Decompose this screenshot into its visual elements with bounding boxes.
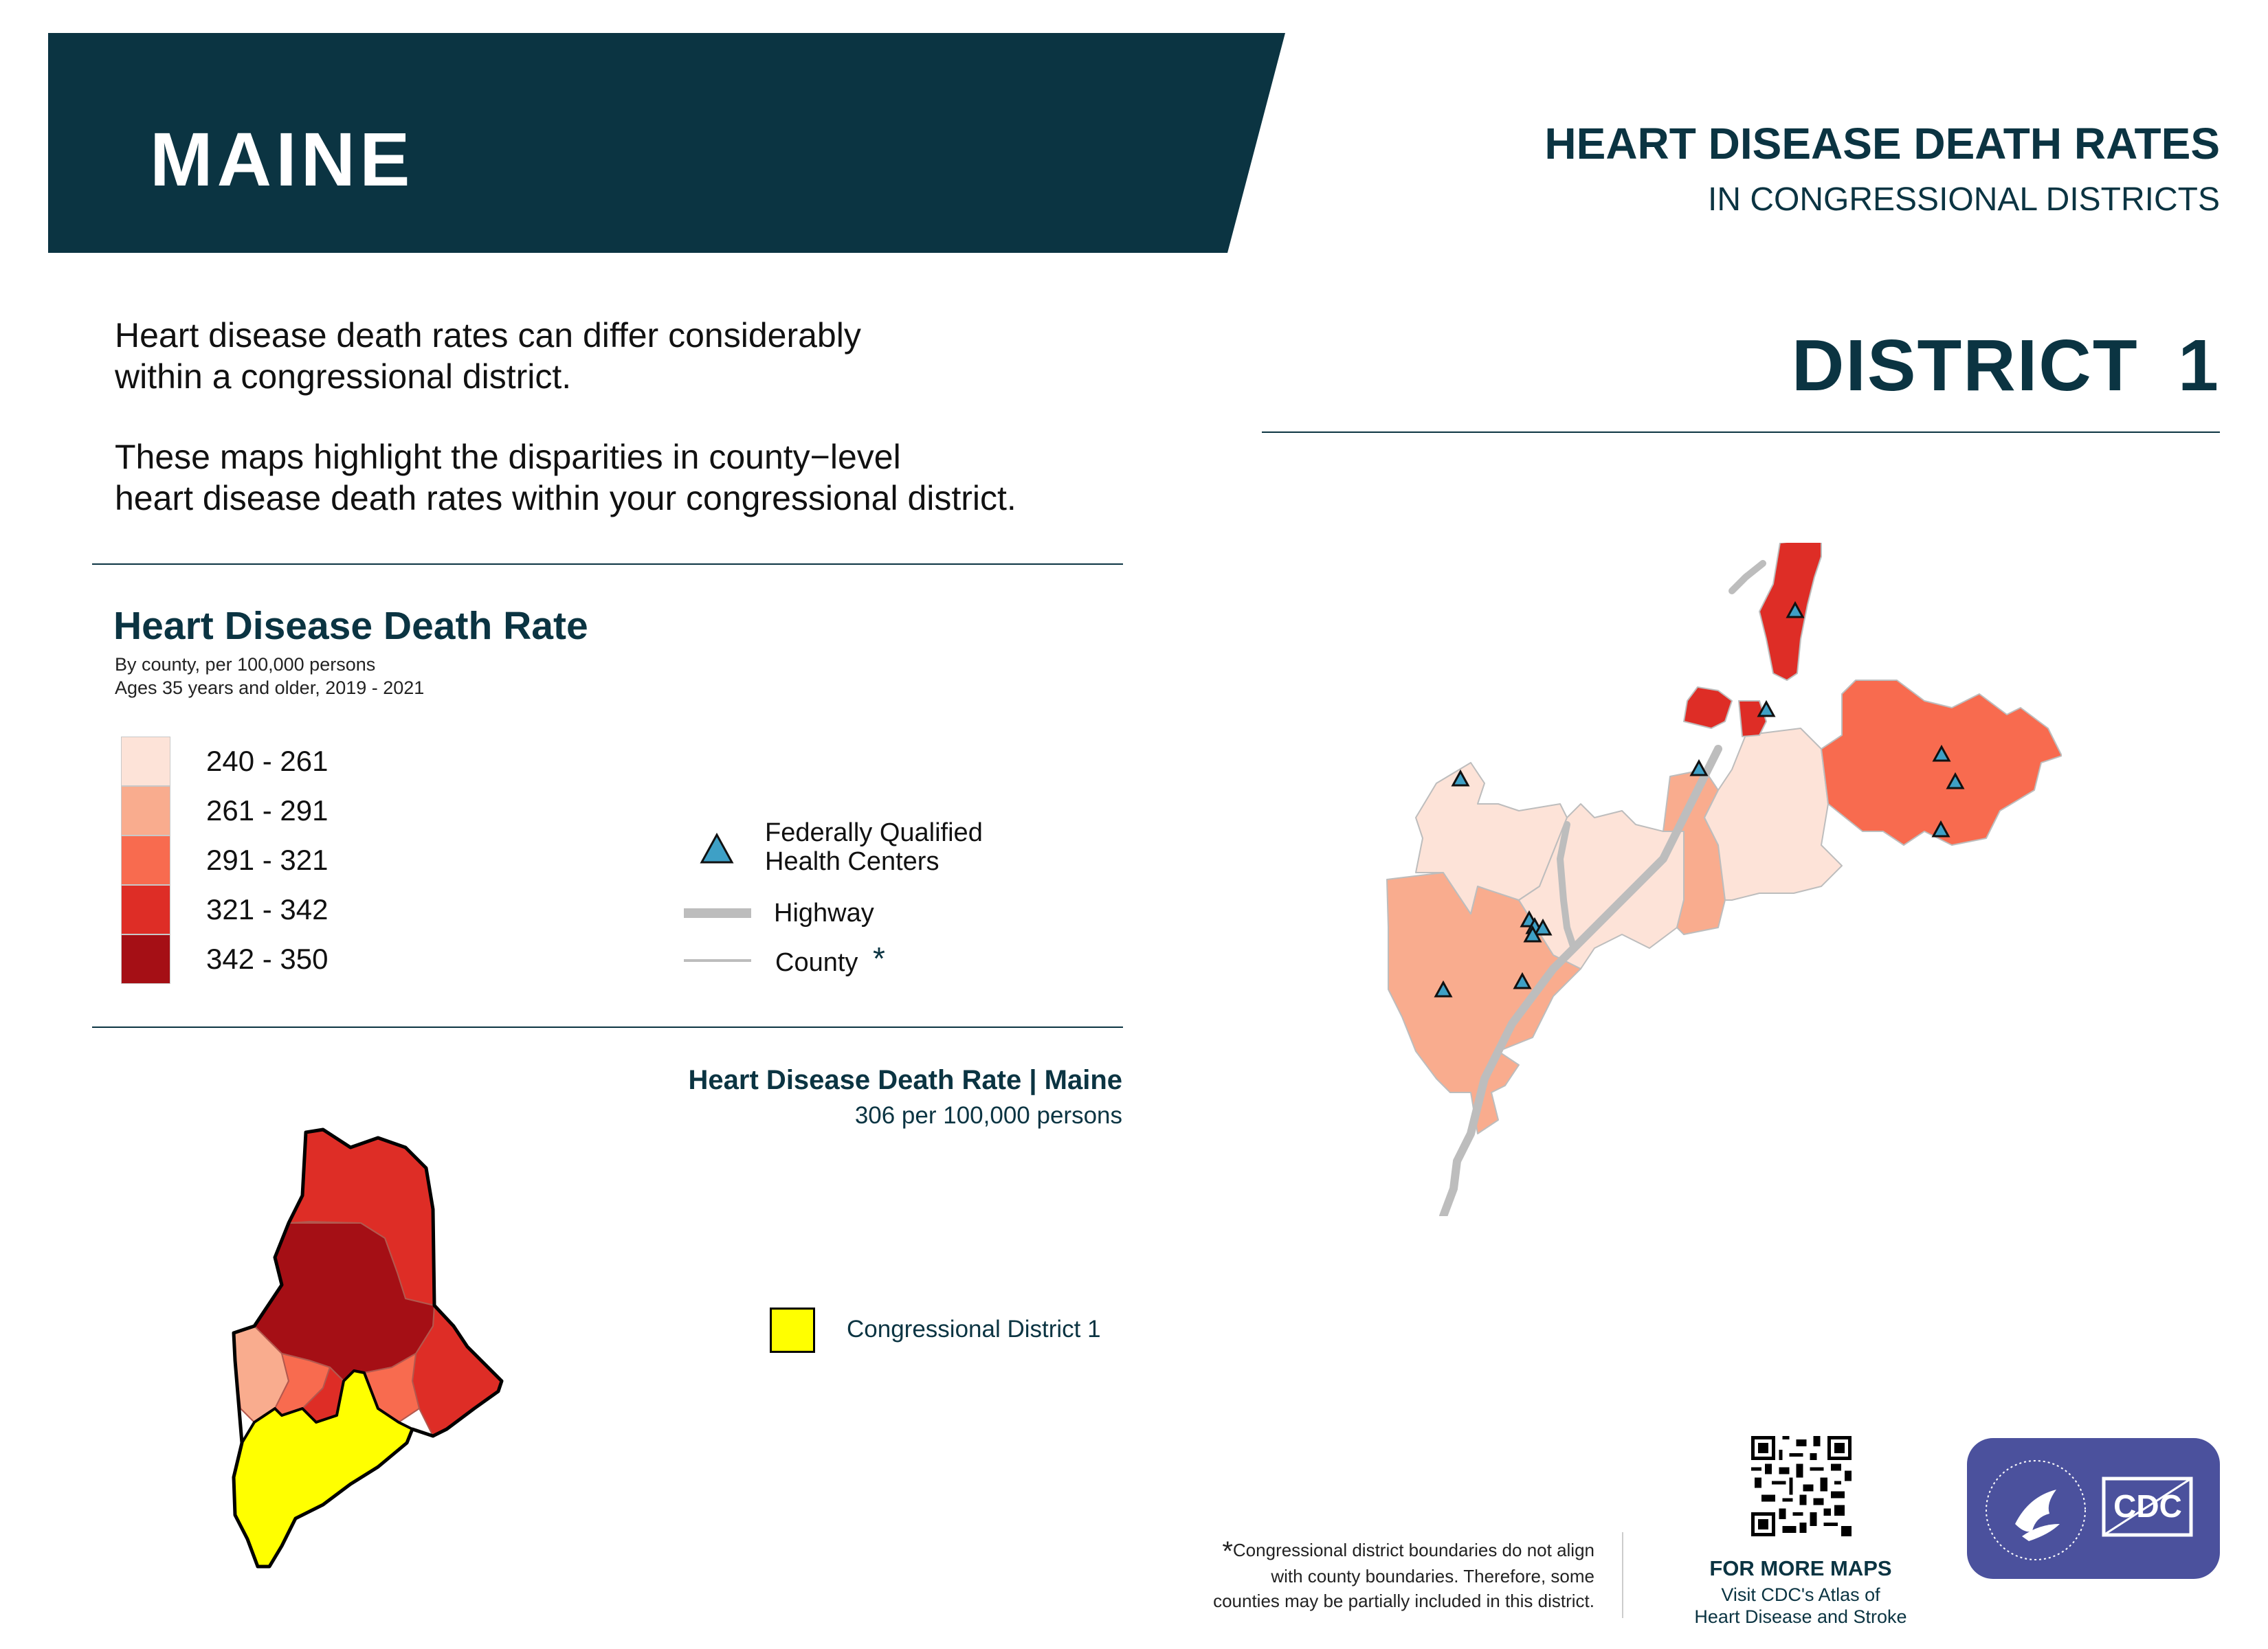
legend-bin-label-2: 261 - 291 [206,794,329,827]
legend-county-label: County [775,948,858,977]
legend-fqhc-label-1: Federally Qualified [765,818,983,847]
highway-line-icon [684,906,753,921]
state-name: MAINE [150,117,414,202]
fqhc-triangle-icon [700,833,734,864]
footnote [1141,1538,1594,1613]
legend-county-asterisk: * [873,941,885,976]
legend-bottom-divider [92,1027,1123,1028]
more-maps-line-1[interactable]: Visit CDC's Atlas of [1721,1584,1880,1605]
footer-divider [1622,1532,1623,1618]
cdc-text: CDC [2113,1488,2182,1524]
cdc-logo [1967,1438,2220,1579]
legend-swatch-2 [121,786,170,835]
legend-bin-label-1: 240 - 261 [206,745,329,777]
footnote-line-2: with county boundaries. Therefore, some [1271,1566,1594,1586]
legend-swatch-3 [121,835,170,885]
state-rate-title: Heart Disease Death Rate | Maine [688,1065,1122,1095]
legend-subtitle-2: Ages 35 years and older, 2019 - 2021 [115,677,425,698]
intro-line-2: within a congressional district. [115,357,572,396]
legend-title: Heart Disease Death Rate [113,604,588,648]
page-title: HEART DISEASE DEATH RATES [1544,119,2220,168]
cdc-wordmark-icon [2101,1476,2194,1538]
legend-swatch-1 [121,737,170,786]
legend-fqhc-label-2: Health Centers [765,847,940,876]
page-subtitle: IN CONGRESSIONAL DISTRICTS [1708,181,2220,218]
county-line-icon [684,956,753,965]
district-legend-label: Congressional District 1 [847,1316,1101,1343]
district-divider [1262,431,2220,433]
legend-subtitle-1: By county, per 100,000 persons [115,654,376,675]
intro-line-4: heart disease death rates within your congressional district. [115,479,1016,517]
footnote-line-3: counties may be partially included in this district. [1213,1591,1594,1611]
hhs-seal-icon [1981,1455,2091,1565]
district-county-map [1375,543,2062,1216]
legend-swatch-4 [121,885,170,934]
legend-highway-label: Highway [774,899,874,928]
legend-top-divider [92,563,1123,565]
maine-inset-map [227,1120,543,1587]
more-maps-heading: FOR MORE MAPS [1709,1556,1892,1580]
district-legend-swatch [770,1308,815,1353]
footnote-asterisk: * [1222,1536,1233,1567]
state-rate-value: 306 per 100,000 persons [854,1102,1122,1129]
intro-line-1: Heart disease death rates can differ considerably [115,316,861,355]
district-label: DISTRICT 1 [1791,325,2220,406]
legend-bin-label-4: 321 - 342 [206,893,329,926]
footnote-line-1: Congressional district boundaries do not align [1232,1540,1594,1560]
qr-code-icon[interactable] [1751,1436,1852,1536]
legend-bin-label-5: 342 - 350 [206,943,329,975]
intro-line-3: These maps highlight the disparities in county−level [115,438,901,476]
legend-bin-label-3: 291 - 321 [206,844,329,876]
more-maps-line-2[interactable]: Heart Disease and Stroke [1694,1606,1907,1627]
legend-swatch-5 [121,934,170,984]
